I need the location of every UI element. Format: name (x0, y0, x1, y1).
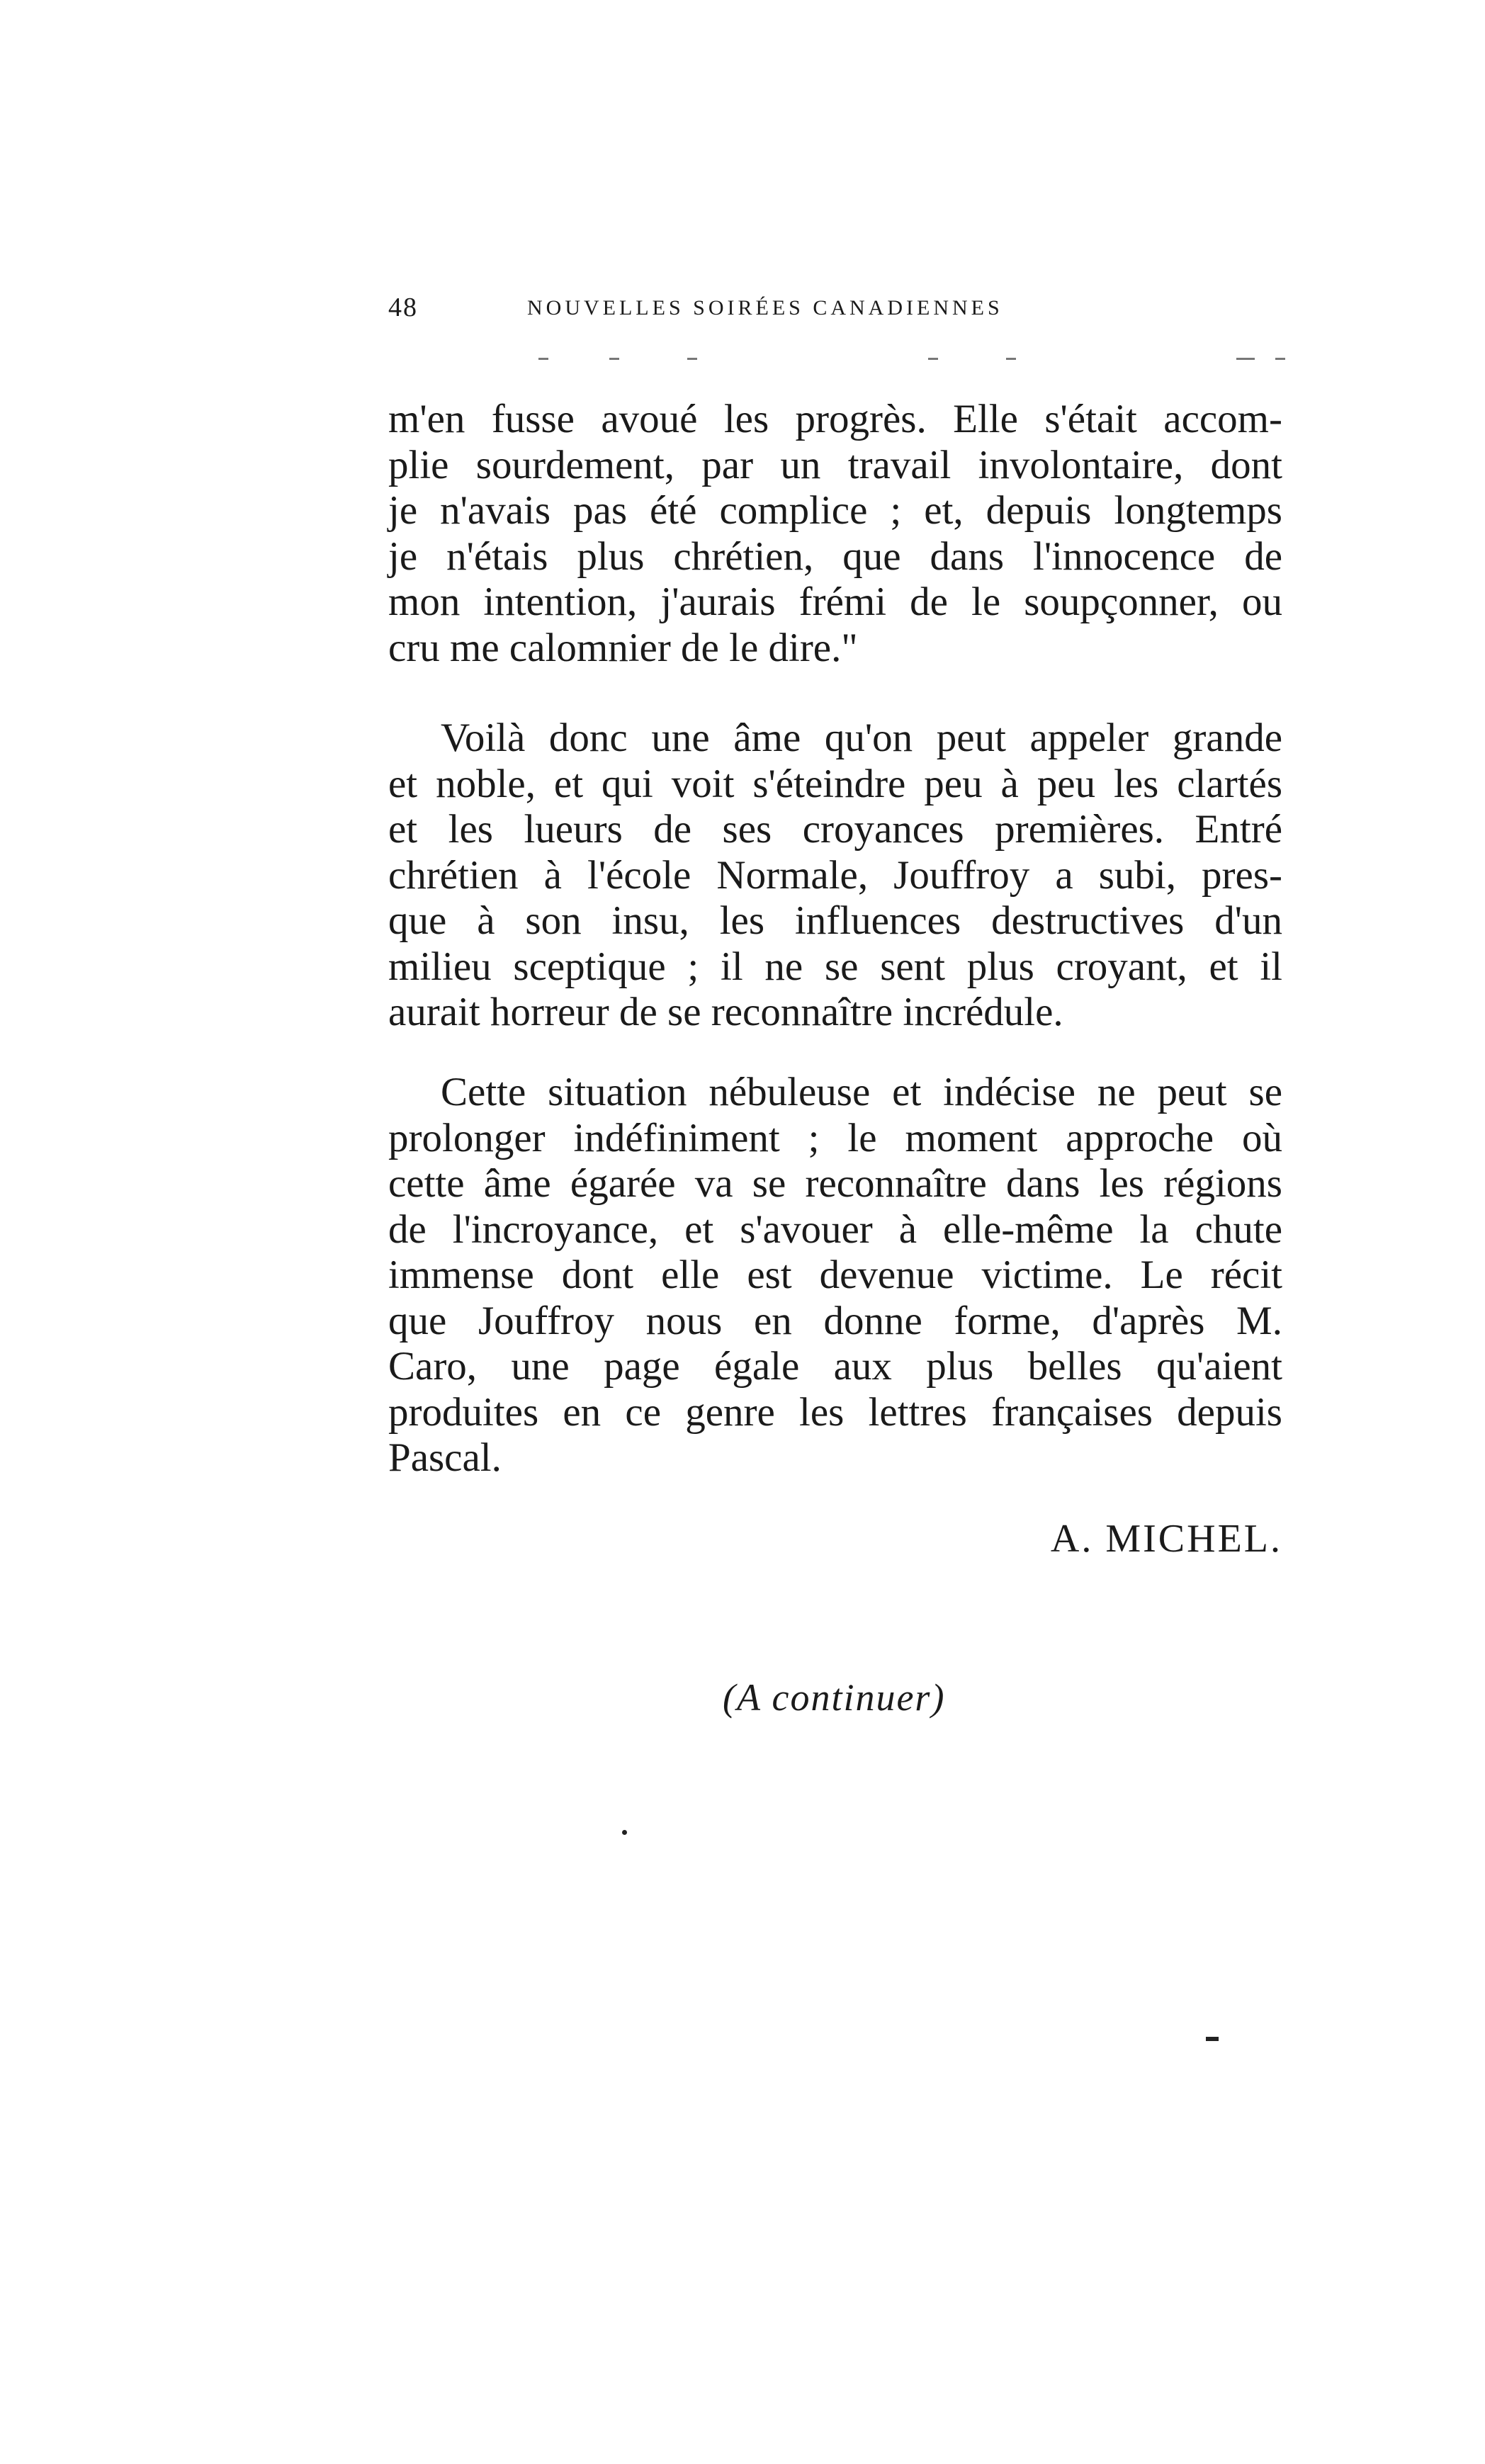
text-line: plie sourdement, par un travail involontaire, dont (388, 442, 1282, 487)
author-signature: A. MICHEL. (1050, 1517, 1282, 1561)
text-line: que à son insu, les influences destructives d'un (388, 898, 1282, 943)
text-line: aurait horreur de se reconnaître incrédule. (388, 990, 1063, 1034)
paragraph-3 (388, 1070, 1282, 1481)
print-speck (1206, 2037, 1219, 2041)
text-line: que Jouffroy nous en donne forme, d'après M. (388, 1298, 1282, 1343)
continued-note: (A continuer) (723, 1676, 946, 1719)
text-line: Caro, une page égale aux plus belles qu'aient (388, 1344, 1282, 1389)
text-line: Cette situation nébuleuse et indécise ne peut se (441, 1070, 1282, 1114)
text-line: prolonger indéfiniment ; le moment approche où (388, 1115, 1282, 1160)
header-rule-marks (538, 358, 1282, 365)
text-line: mon intention, j'aurais frémi de le soupçonner, ou (388, 580, 1282, 624)
text-line: cru me calomnier de le dire." (388, 625, 858, 670)
text-line: milieu sceptique ; il ne se sent plus croyant, et il (388, 944, 1282, 989)
text-line: Voilà donc une âme qu'on peut appeler grande (441, 716, 1282, 760)
text-line: immense dont elle est devenue victime. Le récit (388, 1253, 1282, 1297)
text-line: et noble, et qui voit s'éteindre peu à peu les clartés (388, 761, 1282, 806)
paragraph-1 (388, 397, 1282, 671)
text-line: produites en ce genre les lettres françaises depuis (388, 1389, 1282, 1435)
text-line: Pascal. (388, 1435, 502, 1480)
page-header (388, 292, 1281, 327)
text-line: je n'étais plus chrétien, que dans l'innocence de (388, 533, 1282, 579)
paragraph-2 (388, 716, 1282, 1036)
text-line: m'en fusse avoué les progrès. Elle s'était accom- (388, 397, 1282, 441)
text-line: je n'avais pas été complice ; et, depuis longtemps (388, 488, 1282, 533)
text-line: et les lueurs de ses croyances premières. Entré (388, 807, 1282, 852)
running-head: NOUVELLES SOIRÉES CANADIENNES (527, 296, 1003, 320)
text-line: chrétien à l'école Normale, Jouffroy a subi, pres- (388, 852, 1282, 898)
text-line: de l'incroyance, et s'avouer à elle-même la chute (388, 1206, 1282, 1252)
print-speck (622, 1830, 627, 1835)
text-line: cette âme égarée va se reconnaître dans les régions (388, 1161, 1282, 1206)
page-number: 48 (388, 293, 418, 322)
